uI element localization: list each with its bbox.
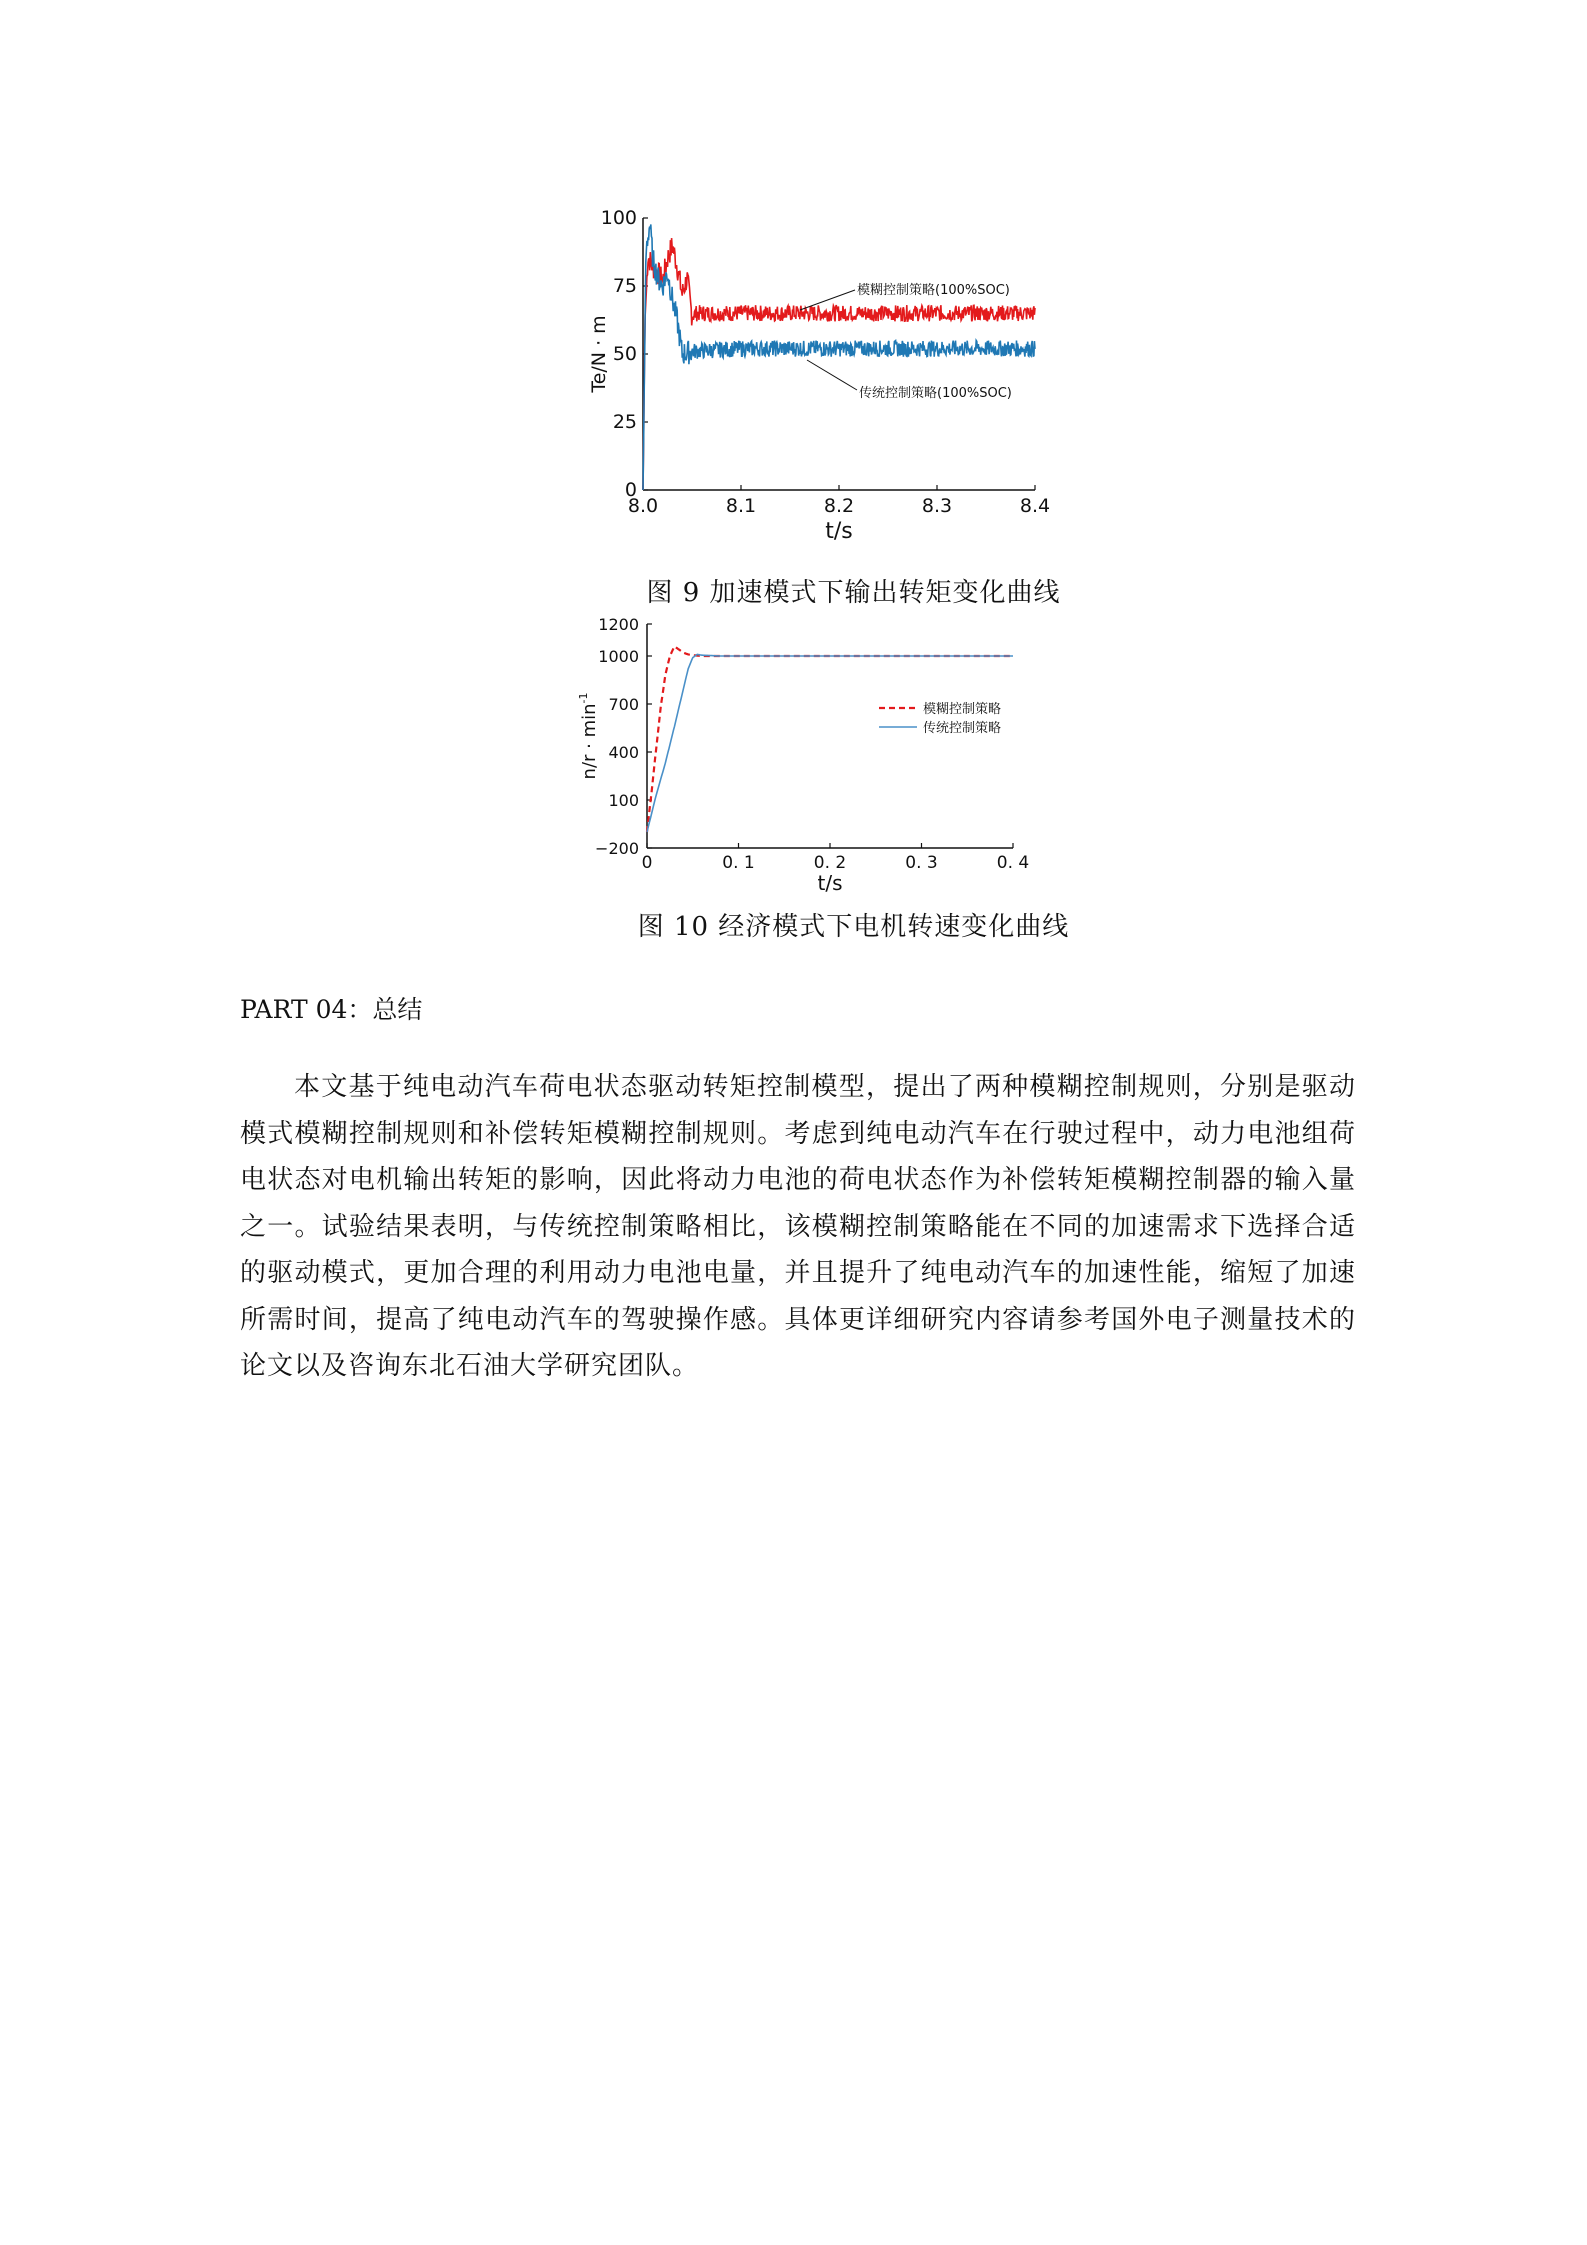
summary-paragraph: 本文基于纯电动汽车荷电状态驱动转矩控制模型，提出了两种模糊控制规则，分别是驱动模式模糊控制规则和补偿转矩模糊控制规则。考虑到纯电动汽车在行驶过程中，动力电池组荷电状态对电机输出转矩的影响，因此将动力电池的荷电状态作为补偿转矩模糊控制器的输入量之一。试验结果表明，与传统控制策略相比，该模糊控制策略能在不同的加速需求下选择合适的驱动模式，更加合理的利用动力电池电量，并且提升了纯电动汽车的加速性能，缩短了加速所需时间，提高了纯电动汽车的驾驶操作感。具体更详细研究内容请参考国外电子测量技术的论文以及咨询东北石油大学研究团队。	[240, 1072, 1356, 1381]
x-tick-label: 8.0	[627, 495, 659, 517]
y-tick-label: 100	[600, 207, 637, 229]
x-tick-label: 8.4	[1019, 495, 1051, 517]
figure-10	[555, 612, 1075, 902]
annotation-traditional: 传统控制策略(100%SOC)	[859, 386, 1012, 401]
figure-9-caption: 图 9 加速模式下输出转矩变化曲线	[646, 578, 1061, 608]
x-tick-label: 8.1	[725, 495, 757, 517]
y-axis-label-exponent: -1	[577, 692, 590, 704]
y-tick-label: 25	[612, 411, 637, 433]
annotation-fuzzy: 模糊控制策略(100%SOC)	[857, 283, 1010, 298]
traditional-strategy-line	[647, 654, 1013, 832]
y-tick-label: −200	[595, 839, 639, 858]
x-tick-label: 0	[641, 853, 653, 873]
x-tick-label: 0. 4	[996, 853, 1030, 873]
y-tick-label: 1200	[598, 615, 639, 634]
torque-chart	[555, 200, 1075, 560]
y-tick-label: 0	[624, 479, 637, 501]
figure-10-caption: 图 10 经济模式下电机转速变化曲线	[637, 912, 1070, 942]
x-tick-label: 0. 1	[722, 853, 755, 873]
x-tick-label: 8.2	[823, 495, 855, 517]
y-tick-label: 100	[608, 791, 639, 810]
y-tick-label: 1000	[598, 647, 639, 666]
y-tick-label: 75	[612, 275, 637, 297]
speed-chart	[555, 612, 1075, 902]
y-tick-label: 400	[608, 743, 639, 762]
legend-label: 传统控制策略	[923, 721, 1002, 736]
y-axis-label: $n/r \cdot \min^{-1}$	[577, 692, 600, 780]
annotation-leader	[807, 360, 857, 390]
x-tick-label: 0. 2	[813, 853, 847, 873]
x-axis-label: t/s	[825, 519, 853, 544]
x-axis-label: t/s	[817, 871, 843, 895]
figure-9	[555, 200, 1075, 560]
fuzzy-strategy-line	[647, 646, 1013, 832]
x-tick-label: 0. 3	[905, 853, 938, 873]
annotation-leader	[800, 290, 855, 310]
y-tick-label: 700	[608, 695, 639, 714]
y-axis-label: Te/N · m	[588, 315, 610, 393]
legend-label: 模糊控制策略	[923, 702, 1002, 717]
section-heading: PART 04：总结	[240, 995, 423, 1024]
traditional-strategy-line	[643, 224, 1035, 490]
fuzzy-strategy-line	[643, 238, 1035, 490]
y-tick-label: 50	[612, 343, 637, 365]
x-tick-label: 8.3	[921, 495, 953, 517]
